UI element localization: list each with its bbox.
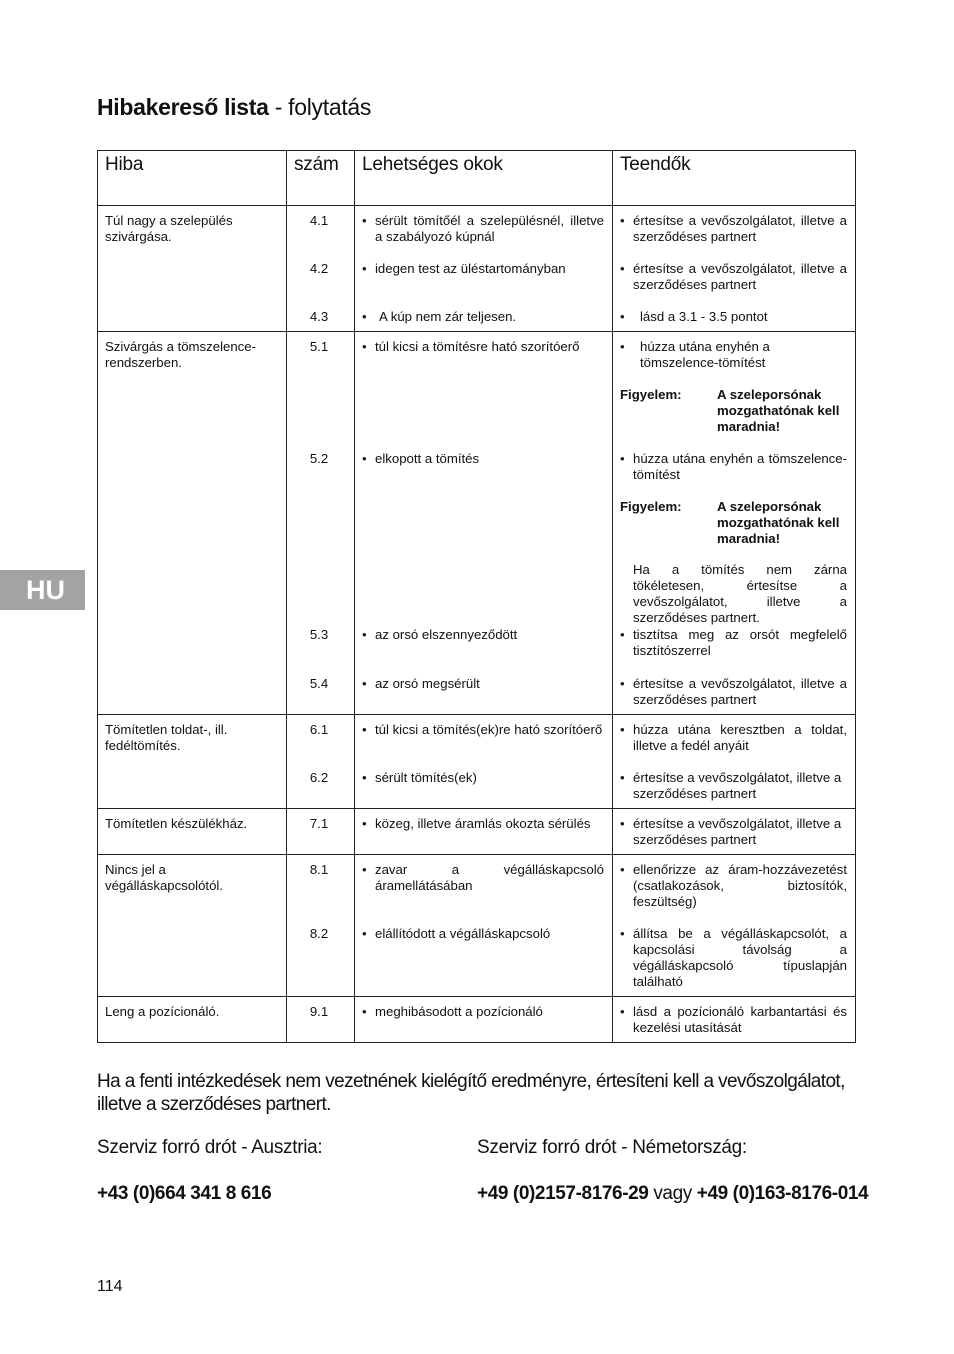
warning-label: Figyelem:: [620, 499, 682, 514]
item-number: 6.2: [309, 770, 329, 785]
action-item: • értesítse a vevőszolgálatot, illetve a szerződéses partnert: [620, 676, 847, 708]
cause-item: • zavar a végálláskapcsoló áramellátásában: [362, 862, 604, 925]
phone-separator: vagy: [648, 1183, 697, 1204]
table-header-row: [98, 151, 856, 206]
page-title: [97, 94, 371, 121]
action-cell: [613, 715, 856, 809]
warning-text: A szeleporsónak mozgathatónak kell maradnia!: [717, 499, 840, 546]
action-item: • lásd a pozícionáló karbantartási és kezelési utasítását: [620, 1004, 847, 1036]
action-item: • értesítse a vevőszolgálatot, illetve a szerződéses partnert: [620, 213, 847, 260]
cause-item: • elkopott a tömítés: [362, 451, 604, 626]
item-number: 5.4: [309, 676, 329, 691]
cause-cell: [355, 997, 613, 1043]
title-bold: Hibakereső lista: [97, 94, 269, 120]
hotline-austria-label: Szerviz forró drót - Ausztria:: [97, 1137, 323, 1158]
action-item: • ellenőrizze az áram-hozzávezetést (csatlakozások, biztosítók, feszültség): [620, 862, 847, 925]
table-row: [98, 206, 856, 332]
action-item: • húzza utána enyhén a tömszelence-tömítést: [620, 451, 847, 483]
item-number: 8.1: [309, 862, 329, 877]
action-note: Ha a tömítés nem zárna tökéletesen, értesítse a vevőszolgálatot, illetve a szerződéses partnert.: [633, 562, 847, 625]
table-row: [98, 997, 856, 1043]
item-number: 9.1: [309, 1004, 329, 1019]
table-row: [98, 715, 856, 809]
action-item: • lásd a 3.1 - 3.5 pontot: [620, 309, 847, 325]
item-number: 4.1: [309, 213, 329, 228]
cause-item: • közeg, illetve áramlás okozta sérülés: [362, 816, 604, 832]
number-cell: [287, 855, 355, 997]
hotline-germany-label: Szerviz forró drót - Németország:: [477, 1137, 747, 1158]
cause-cell: [355, 809, 613, 855]
table-row: [98, 809, 856, 855]
cause-item: • az orsó megsérült: [362, 676, 604, 692]
cause-cell: [355, 332, 613, 715]
action-cell: [613, 332, 856, 715]
error-text: Nincs jel a végálláskapcsolótól.: [105, 862, 224, 893]
item-number: 5.1: [309, 339, 329, 354]
number-cell: [287, 715, 355, 809]
warning-note: [620, 387, 847, 435]
error-text: Tömítetlen toldat-, ill. fedéltömítés.: [105, 722, 228, 753]
cause-item: • sérült tömítés(ek): [362, 770, 604, 786]
cause-item: • az orsó elszennyeződött: [362, 627, 604, 675]
warning-label: Figyelem:: [620, 387, 682, 402]
cause-cell: [355, 855, 613, 997]
error-cell: [98, 715, 287, 809]
phone-austria: +43 (0)664 341 8 616: [97, 1183, 272, 1204]
cause-item: • idegen test az üléstartományban: [362, 261, 604, 308]
error-text: Szivárgás a tömszelence-rendszerben.: [105, 339, 256, 370]
language-tab: HU: [0, 570, 85, 610]
action-item: • értesítse a vevőszolgálatot, illetve a szerződéses partnert: [620, 816, 847, 848]
item-number: 7.1: [309, 816, 329, 831]
footer-paragraph: Ha a fenti intézkedések nem vezetnének kielégítő eredményre, értesíteni kell a vevőszolgálatot, illetve a szerződéses partnert.: [97, 1071, 845, 1115]
header-error: Hiba: [98, 151, 287, 206]
item-number: 5.2: [309, 451, 329, 466]
warning-note: [620, 499, 847, 547]
item-number: 8.2: [309, 926, 329, 941]
cause-item: • túl kicsi a tömítés(ek)re ható szorítóerő: [362, 722, 604, 769]
action-cell: [613, 997, 856, 1043]
action-item: • értesítse a vevőszolgálatot, illetve a szerződéses partnert: [620, 261, 847, 308]
number-cell: [287, 332, 355, 715]
header-number: szám: [287, 151, 355, 206]
action-cell: [613, 206, 856, 332]
action-cell: [613, 855, 856, 997]
cause-cell: [355, 715, 613, 809]
error-cell: [98, 206, 287, 332]
cause-item: • sérült tömítőél a szelepülésnél, illetve a szabályozó kúpnál: [362, 213, 604, 260]
phone-germany-1: +49 (0)2157-8176-29: [477, 1183, 649, 1204]
cause-cell: [355, 206, 613, 332]
item-number: 6.1: [309, 722, 329, 737]
action-item: • húzza utána enyhén a tömszelence-tömítést: [620, 339, 847, 371]
warning-text: A szeleporsónak mozgathatónak kell maradnia!: [717, 387, 840, 434]
cause-item: • A kúp nem zár teljesen.: [362, 309, 604, 325]
title-rest: - folytatás: [268, 94, 372, 120]
action-item: • húzza utána keresztben a toldat, illetve a fedél anyáit: [620, 722, 847, 769]
number-cell: [287, 206, 355, 332]
error-cell: [98, 997, 287, 1043]
action-cell: [613, 809, 856, 855]
cause-item: • meghibásodott a pozícionáló: [362, 1004, 604, 1020]
table-row: [98, 332, 856, 715]
phone-germany: [477, 1183, 868, 1205]
number-cell: [287, 997, 355, 1043]
item-number: 4.2: [309, 261, 329, 276]
error-text: Leng a pozícionáló.: [105, 1004, 220, 1019]
action-group: [620, 339, 847, 450]
item-number: 4.3: [309, 309, 329, 324]
header-causes: Lehetséges okok: [355, 151, 613, 206]
error-cell: [98, 809, 287, 855]
error-cell: [98, 332, 287, 715]
action-item: • állítsa be a végálláskapcsolót, a kapcsolási távolság a végálláskapcsoló típuslapján található: [620, 926, 847, 990]
cause-item: • elállítódott a végálláskapcsoló: [362, 926, 604, 942]
header-actions: Teendők: [613, 151, 856, 206]
item-number: 5.3: [309, 627, 329, 642]
action-item: • értesítse a vevőszolgálatot, illetve a szerződéses partnert: [620, 770, 847, 802]
action-group: [620, 451, 847, 626]
error-text: Túl nagy a szelepülés szivárgása.: [105, 213, 233, 244]
cause-item: • túl kicsi a tömítésre ható szorítóerő: [362, 339, 604, 450]
page-number: 114: [97, 1278, 123, 1295]
action-item: • tisztítsa meg az orsót megfelelő tisztítószerrel: [620, 627, 847, 675]
troubleshooting-table: [97, 150, 856, 1043]
error-cell: [98, 855, 287, 997]
phone-germany-2: +49 (0)163-8176-014: [696, 1183, 869, 1204]
error-text: Tömítetlen készülékház.: [105, 816, 248, 831]
table-row: [98, 855, 856, 997]
number-cell: [287, 809, 355, 855]
